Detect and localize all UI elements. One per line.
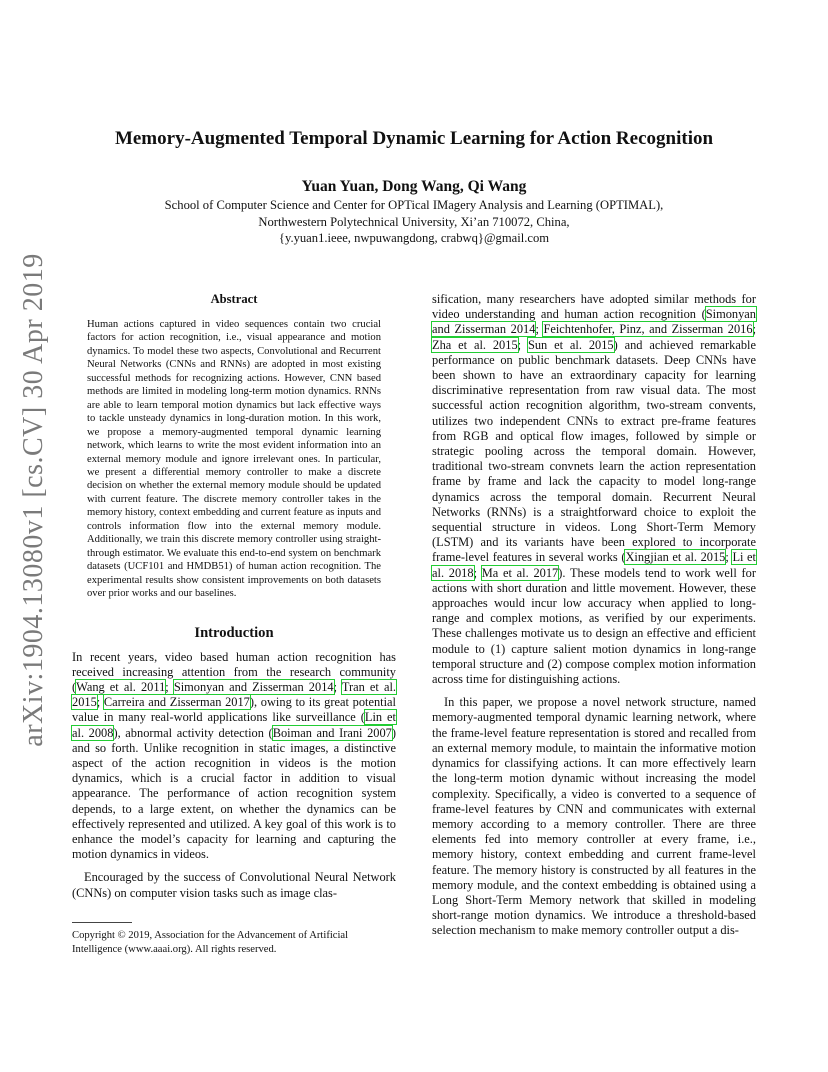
left-column (72, 292, 396, 901)
citation-link[interactable]: Simonyan and Zisserman 2014 (173, 679, 334, 694)
citation-link[interactable]: Simonyan and Zisserman 2014 (432, 307, 756, 337)
citation-link[interactable]: Xingjian et al. 2015 (625, 550, 726, 565)
citation-link[interactable]: Zha et al. 2015 (432, 337, 518, 352)
affiliation-line: School of Computer Science and Center for OPTical IMagery Analysis and Learning (OPTIMAL), (164, 198, 664, 212)
author-emails: {y.yuan1.ieee, nwpuwangdong, crabwq}@gmail.com (278, 231, 550, 245)
affiliation-line: Northwestern Polytechnical University, Xi’an 710072, China, (258, 214, 570, 229)
paper-authors: Yuan Yuan, Dong Wang, Qi Wang (301, 178, 527, 195)
copyright-text: Copyright © 2019, Association for the Advancement of Artificial Intelligence (www.aaai.org). All rights reserved. (72, 930, 349, 955)
introduction-heading: Introduction (194, 624, 274, 641)
citation-link[interactable]: Tran et al. 2015 (72, 679, 396, 710)
citation-link[interactable]: Sun et al. 2015 (527, 337, 614, 352)
copyright-footnote (72, 922, 396, 957)
affiliation (60, 197, 768, 247)
citation-link[interactable]: Li et al. 2018 (432, 550, 756, 580)
footnote-rule (72, 922, 132, 923)
citation-link[interactable]: Wang et al. 2011 (76, 679, 166, 694)
arxiv-identifier: arXiv:1904.13080v1 [cs.CV] 30 Apr 2019 (18, 253, 49, 747)
intro-paragraph-2: Encouraged by the success of Convolutional Neural Network (CNNs) on computer vision tasks such as image clas- (72, 870, 396, 900)
citation-link[interactable]: Ma et al. 2017 (481, 565, 559, 580)
body-paragraph-continued: sification, many researchers have adopted similar methods for video understanding and human action recognition (Simonyan and Zisserman 2014; Feichtenhofer, Pinz, and Zisserman 2016; Zha et al. 2015; Sun et al. 2015) and achieved remarkable performance on public benchmark datasets. Deep CNNs have been shown to have an extraordinary capacity for learning discriminative representation from raw visual data. The most successful action recognition algorithm, two-stream convents, utilizes two independent CNNs to extract pre-frame features from RGB and optical flow images, followed by simple or strategic pooling across the temporal domain. However, traditional two-stream convnets learn the action representation frame by frame and lack the capacity to model long-range dynamics across the temporal domain. Recurrent Neural Networks (RNNs) is a straightforward choice to exploit the sequential structure in videos. Long Short-Term Memory (LSTM) and its variants have been explored to incorporate frame-level features in several works (Xingjian et al. 2015; Li et al. 2018; Ma et al. 2017). These models tend to work well for actions with short duration and little movement. However, these approaches would incur low accuracy when applied to long-range and complex motions, as verified by our experiments. These challenges motivate us to design an effective and efficient module to (1) capture salient motion dynamics in long-range temporal structure and (2) compose complex motion information across time for distinguishing actions. (432, 292, 757, 687)
body-paragraph: In this paper, we propose a novel network structure, named memory-augmented temporal dynamic learning network, where the frame-level feature representation is stored and recalled from an external memory module, to maintain the informative motion dynamics for classifying actions. It can more effectively learn the long-term motion dynamic without increasing the model complexity. Specifically, a video is converted to a sequence of frame-level features by CNN and communicates with external memory according to a memory controller. There are three elements fed into memory controller at every frame, i.e., memory history, context embedding and current frame-level feature. The memory history is constructed by all features in the memory module, and the context embedding is obtained using a Long Short-Term Memory network that skilled in modeling short-range motion dynamics. We introduce a threshold-based selection mechanism to make memory controller output a dis- (432, 695, 756, 938)
citation-link[interactable]: Lin et al. 2008 (72, 710, 396, 740)
abstract-heading: Abstract (210, 292, 258, 306)
intro-paragraph-1: In recent years, video based human action recognition has received increasing attention from the research community (Wang et al. 2011; Simonyan and Zisserman 2014; Tran et al. 2015; Carreira and Zisserman 2017), owing to its great potential value in many real-world applications like surveillance (Lin et al. 2008), abnormal activity detection (Boiman and Irani 2007) and so forth. Unlike recognition in static images, a distinctive aspect of the action recognition in videos is the motion dynamics, which is a crucial factor in addition to visual appearance. The performance of action recognition system depends, to a large extent, on whether the dynamics can be effectively represented and utilized. A key goal of this work is to enhance the model’s capacity for learning and capturing the motion dynamics in videos. (72, 649, 397, 862)
citation-link[interactable]: Feichtenhofer, Pinz, and Zisserman 2016 (543, 322, 753, 337)
citation-link[interactable]: Boiman and Irani 2007 (272, 725, 392, 740)
abstract-text: Human actions captured in video sequences contain two crucial factors for action recognition, i.e., visual appearance and motion dynamics. To model these two aspects, Convolutional and Recurrent Neural Networks (CNNs and RNNs) are adopted in most existing successful methods for recognizing actions. However, CNN based methods are limited in modeling long-term motion dynamics. RNNs are able to learn temporal motion dynamics but lack effective ways to tackle unsteady dynamics in long-duration motion. In this work, we propose a memory-augmented temporal dynamic learning network, which learns to write the most evident information into an external memory module and ignore irrelevant ones. In particular, we present a differential memory controller to make a discrete decision on whether the external memory module should be updated with current feature. The discrete memory controller takes in the memory history, context embedding and current feature as inputs and controls information flow into the external memory module. Additionally, we train this discrete memory controller using straight-through estimator. We evaluate this end-to-end system on benchmark datasets (UCF101 and HMDB51) of human action recognition. The experimental results show consistent improvements on both datasets over prior works and our baselines. (87, 319, 381, 600)
right-column (432, 292, 756, 939)
citation-link[interactable]: Carreira and Zisserman 2017 (103, 695, 250, 710)
paper-title: Memory-Augmented Temporal Dynamic Learning for Action Recognition (114, 128, 714, 149)
